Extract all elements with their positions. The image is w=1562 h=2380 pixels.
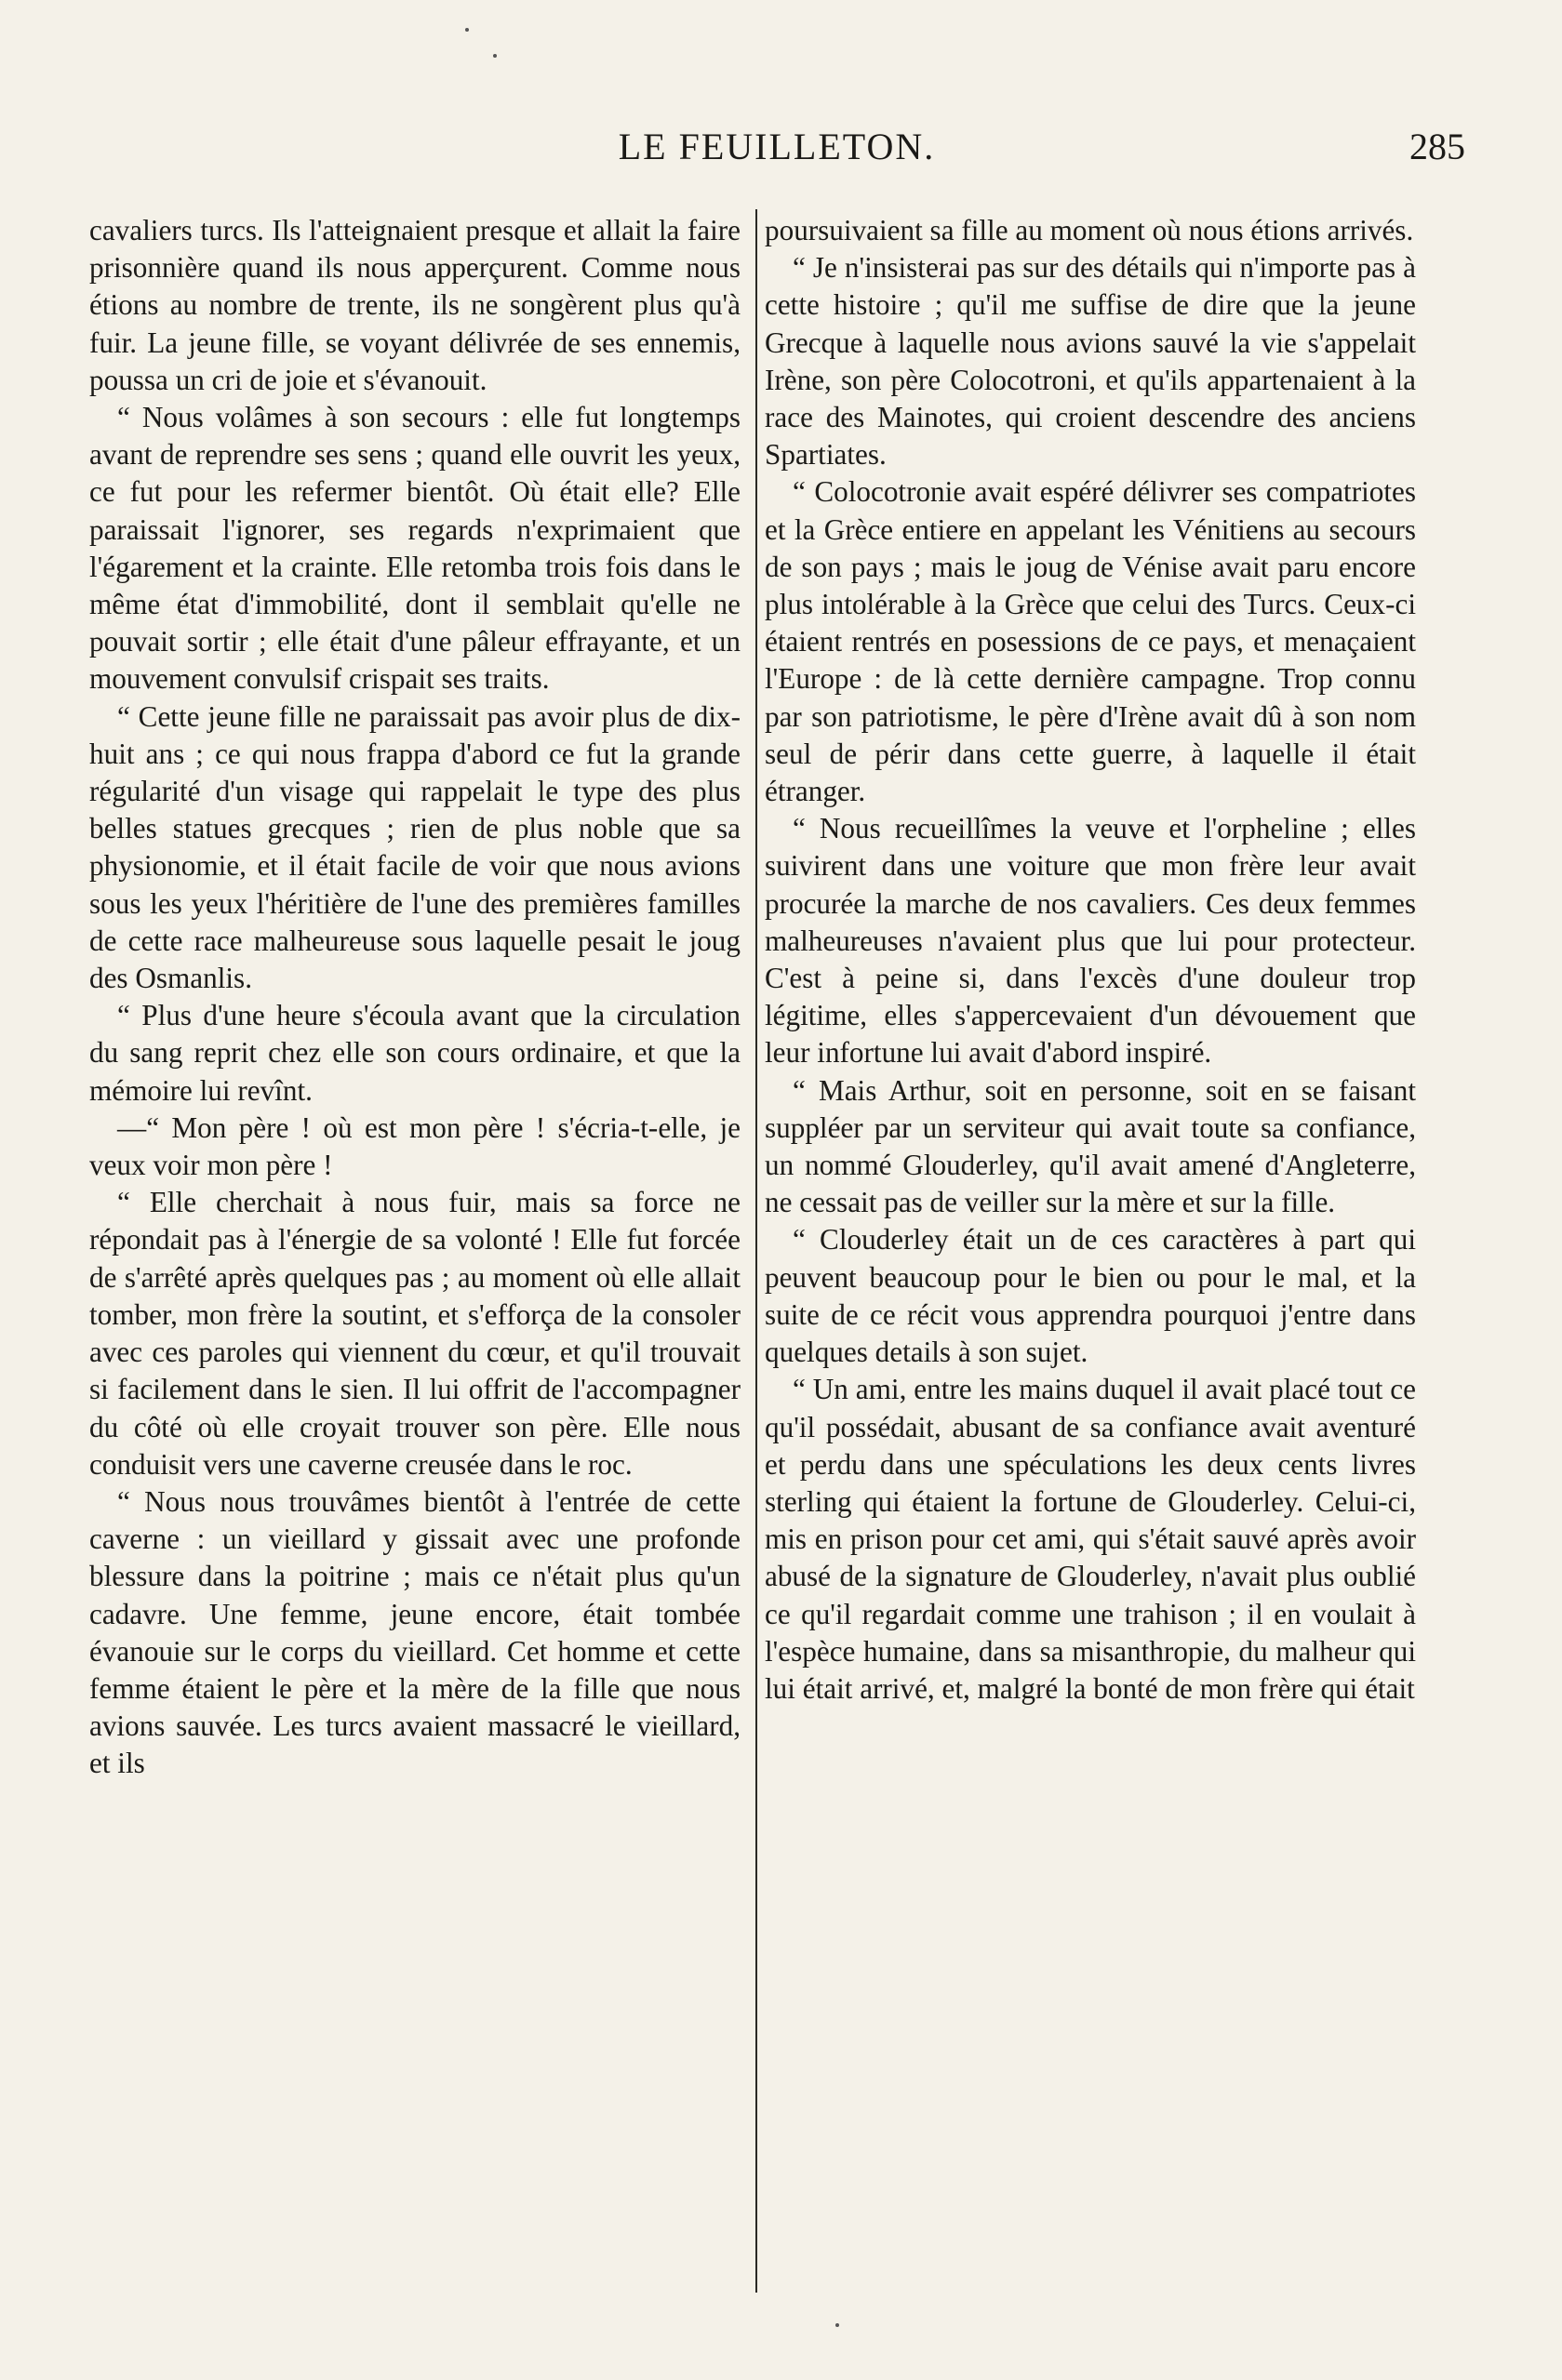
- paragraph: “ Cette jeune fille ne paraissait pas avoir plus de dix-huit ans ; ce qui nous frappa d'abord ce fut la grande régularité d'un visage qui rappelait le type des plus belles statues grecques ; rien de plus noble que sa physionomie, et il était facile de voir que nous avions sous les yeux l'héritière de l'une des premières familles de cette race malheureuse sous laquelle pesait le joug des Osmanlis.: [89, 699, 741, 995]
- paragraph: poursuivaient sa fille au moment où nous étions arrivés.: [765, 214, 1414, 246]
- paragraph: “ Plus d'une heure s'écoula avant que la circulation du sang reprit chez elle son cours ordinaire, et que la mémoire lui revînt.: [89, 999, 741, 1107]
- left-column: [89, 212, 741, 1783]
- paragraph: “ Nous recueillîmes la veuve et l'orpheline ; elles suivirent dans une voiture que mon frère leur avait procurée la marche de nos cavaliers. Ces deux femmes malheureuses n'avaient plus que lui pour protecteur. C'est à peine si, dans l'excès d'une douleur trop légitime, elles s'appercevaient d'un dévouement que leur infortune lui avait d'abord inspiré.: [765, 812, 1416, 1070]
- paragraph: “ Mais Arthur, soit en personne, soit en se faisant suppléer par un serviteur qui avait toute sa confiance, un nommé Glouderley, qu'il avait amené d'Angleterre, ne cessait pas de veiller sur la mère et sur la fille.: [765, 1073, 1416, 1219]
- paragraph: “ Clouderley était un de ces caractères à part qui peuvent beaucoup pour le bien ou pour le mal, et la suite de ce récit vous apprendra pourquoi j'entre dans quelques details à son sujet.: [765, 1223, 1416, 1369]
- paragraph: “ Colocotronie avait espéré délivrer ses compatriotes et la Grèce entiere en appelant les Vénitiens au secours de son pays ; mais le joug de Vénise avait paru encore plus intolérable à la Grèce que celui des Turcs. Ceux-ci étaient rentrés en posessions de ce pays, et menaçaient l'Europe : de là cette dernière campagne. Trop connu par son patriotisme, le père d'Irène avait dû à son nom seul de périr dans cette guerre, à laquelle il était étranger.: [765, 475, 1416, 808]
- paragraph: —“ Mon père ! où est mon père ! s'écria-t-elle, je veux voir mon père !: [89, 1110, 741, 1182]
- column-divider: [755, 209, 757, 2293]
- page-number: 285: [1409, 126, 1465, 167]
- paragraph: “ Nous volâmes à son secours : elle fut longtemps avant de reprendre ses sens ; quand elle ouvrit les yeux, ce fut pour les refermer bientôt. Où était elle? Elle paraissait l'ignorer, ses regards n'exprimaient que l'égarement et la crainte. Elle retomba trois fois dans le même état d'immobilité, dont il semblait qu'elle ne pouvait sortir ; elle était d'une pâleur effrayante, et un mouvement convulsif crispait ses traits.: [89, 401, 741, 696]
- paragraph: “ Je n'insisterai pas sur des détails qui n'importe pas à cette histoire ; qu'il me suffise de dire que la jeune Grecque à laquelle nous avions sauvé la vie s'appelait Irène, son père Colocotroni, et qu'ils appartenaient à la race des Mainotes, qui croient descendre des anciens Spartiates.: [765, 251, 1416, 472]
- paragraph: “ Elle cherchait à nous fuir, mais sa force ne répondait pas à l'énergie de sa volonté ! Elle fut forcée de s'arrêté après quelques pas ; au moment où elle allait tomber, mon frère la soutint, et s'efforça de la consoler avec ces paroles qui viennent du cœur, et qu'il trouvait si facilement dans le sien. Il lui offrit de l'accompagner du côté où elle croyait trouver son père. Elle nous conduisit vers une caverne creusée dans le roc.: [89, 1186, 741, 1481]
- page-header: [88, 119, 1465, 175]
- ink-speck: [493, 54, 497, 58]
- paragraph: “ Un ami, entre les mains duquel il avait placé tout ce qu'il possédait, abusant de sa confiance avait aventuré et perdu dans une spéculations les deux cents livres sterling qui étaient la fortune de Glouderley. Celui-ci, mis en prison pour cet ami, qui s'était sauvé après avoir abusé de la signature de Glouderley, n'avait plus oublié ce qu'il regardait comme une trahison ; il en voulait à l'espèce humaine, dans sa misanthropie, du malheur qui lui était arrivé, et, malgré la bonté de mon frère qui était: [765, 1373, 1416, 1705]
- right-column: [765, 212, 1416, 1708]
- ink-speck: [835, 2323, 839, 2327]
- paragraph: cavaliers turcs. Ils l'atteignaient presque et allait la faire prisonnière quand ils nous apperçurent. Comme nous étions au nombre de trente, ils ne songèrent plus qu'à fuir. La jeune fille, se voyant délivrée de ses ennemis, poussa un cri de joie et s'évanouit.: [89, 214, 741, 396]
- paragraph: “ Nous nous trouvâmes bientôt à l'entrée de cette caverne : un vieillard y gissait avec une profonde blessure dans la poitrine ; mais ce n'était plus qu'un cadavre. Une femme, jeune encore, était tombée évanouie sur le corps du vieillard. Cet homme et cette femme étaient le père et la mère de la fille que nous avions sauvée. Les turcs avaient massacré le vieillard, et ils: [89, 1484, 741, 1780]
- running-title: LE FEUILLETON.: [618, 126, 936, 167]
- ink-speck: [465, 28, 469, 32]
